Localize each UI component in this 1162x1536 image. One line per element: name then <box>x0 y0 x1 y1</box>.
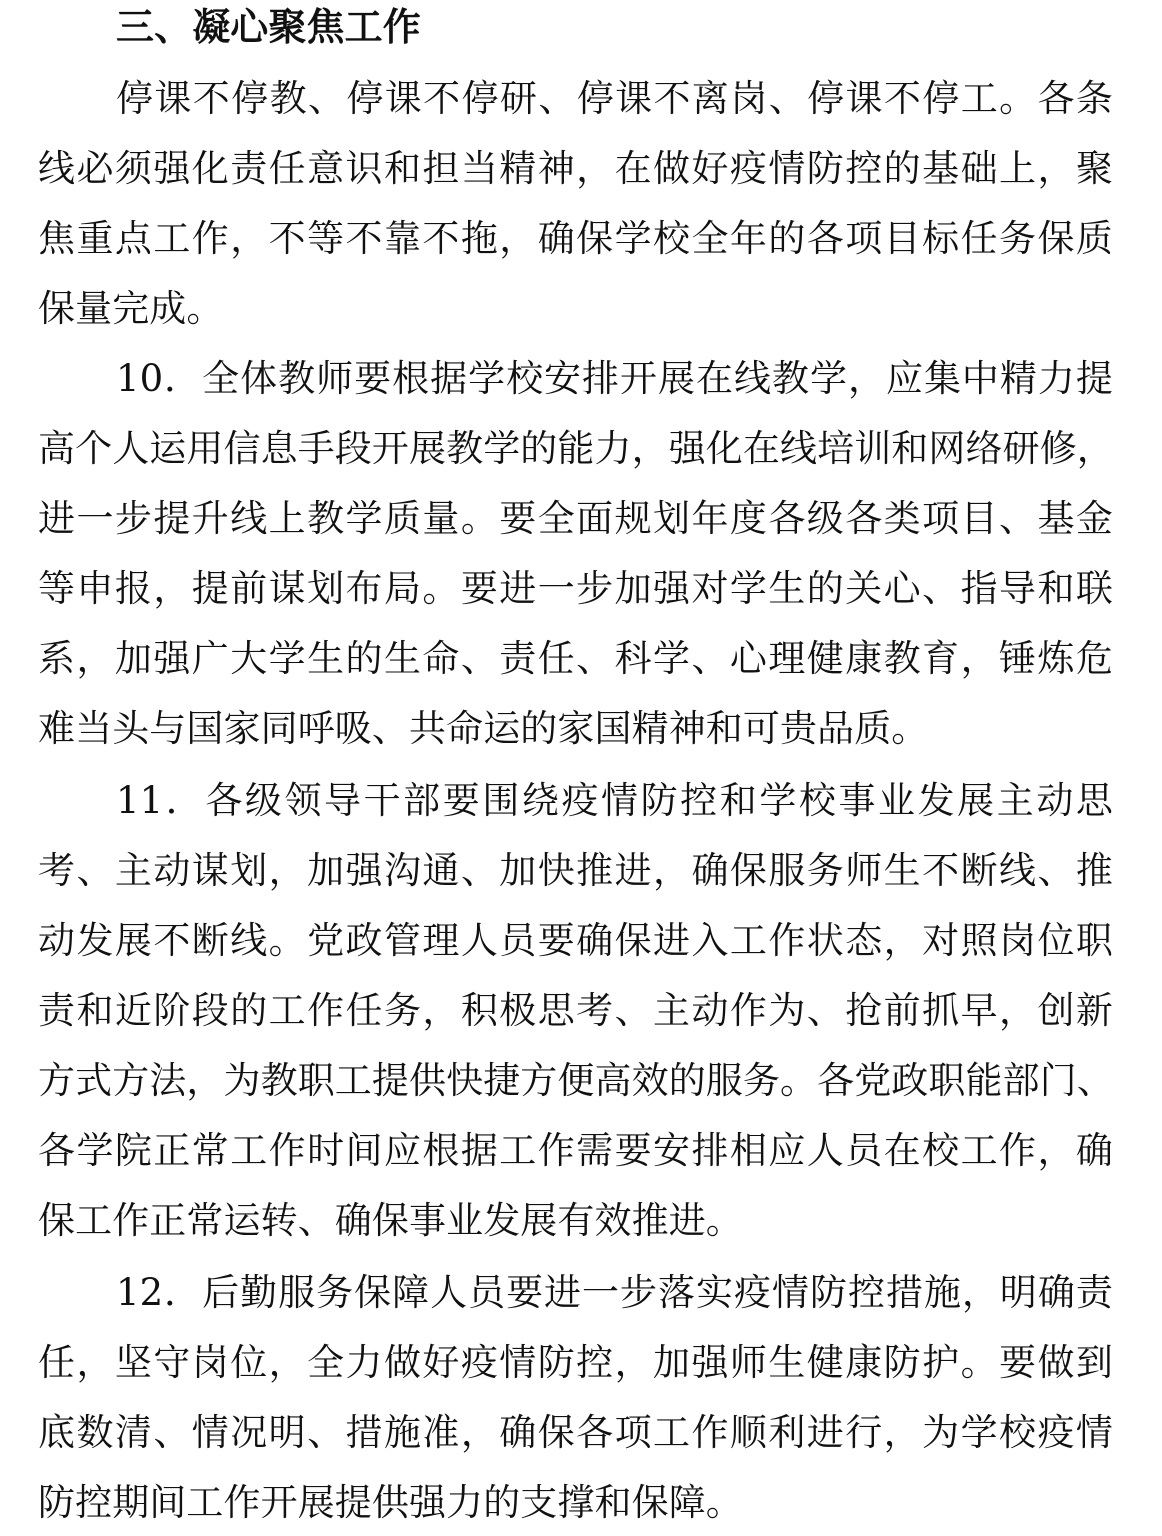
paragraph-3-line-7: 保工作正常运转、确保事业发展有效推进。 <box>38 1199 743 1242</box>
paragraph-2-line-2: 高个人运用信息手段开展教学的能力，强化在线培训和网络研修， <box>38 427 1114 470</box>
paragraph-3-line-4: 责和近阶段的工作任务，积极思考、主动作为、抢前抓早，创新 <box>38 989 1113 1032</box>
paragraph-2-line-6: 难当头与国家同呼吸、共命运的家国精神和可贵品质。 <box>38 707 929 750</box>
paragraph-2-line-1: 10．全体教师要根据学校安排开展在线教学，应集中精力提 <box>116 357 1113 400</box>
paragraph-4-line-2: 任，坚守岗位，全力做好疫情防控，加强师生健康防护。要做到 <box>38 1341 1113 1384</box>
paragraph-3-line-3: 动发展不断线。党政管理人员要确保进入工作状态，对照岗位职 <box>38 919 1113 962</box>
paragraph-3-line-6: 各学院正常工作时间应根据工作需要安排相应人员在校工作，确 <box>38 1129 1113 1172</box>
paragraph-1-line-1: 停课不停教、停课不停研、停课不离岗、停课不停工。各条 <box>116 77 1113 120</box>
paragraph-3-line-1: 11．各级领导干部要围绕疫情防控和学校事业发展主动思 <box>116 779 1113 822</box>
paragraph-4-line-4: 防控期间工作开展提供强力的支撑和保障。 <box>38 1481 743 1524</box>
paragraph-1-line-2: 线必须强化责任意识和担当精神，在做好疫情防控的基础上，聚 <box>38 147 1113 190</box>
paragraph-2-line-3: 进一步提升线上教学质量。要全面规划年度各级各类项目、基金 <box>38 497 1113 540</box>
paragraph-2-line-5: 系，加强广大学生的生命、责任、科学、心理健康教育，锤炼危 <box>38 637 1113 680</box>
paragraph-3-line-5: 方式方法，为教职工提供快捷方便高效的服务。各党政职能部门、 <box>38 1059 1114 1102</box>
paragraph-4-line-3: 底数清、情况明、措施准，确保各项工作顺利进行，为学校疫情 <box>38 1411 1113 1454</box>
paragraph-1-line-4: 保量完成。 <box>38 287 224 330</box>
paragraph-4-line-1: 12．后勤服务保障人员要进一步落实疫情防控措施，明确责 <box>116 1271 1113 1314</box>
section-heading: 三、凝心聚焦工作 <box>116 5 421 49</box>
paragraph-2-line-4: 等申报，提前谋划布局。要进一步加强对学生的关心、指导和联 <box>38 567 1113 610</box>
paragraph-3-line-2: 考、主动谋划，加强沟通、加快推进，确保服务师生不断线、推 <box>38 849 1113 892</box>
paragraph-1-line-3: 焦重点工作，不等不靠不拖，确保学校全年的各项目标任务保质 <box>38 217 1113 260</box>
